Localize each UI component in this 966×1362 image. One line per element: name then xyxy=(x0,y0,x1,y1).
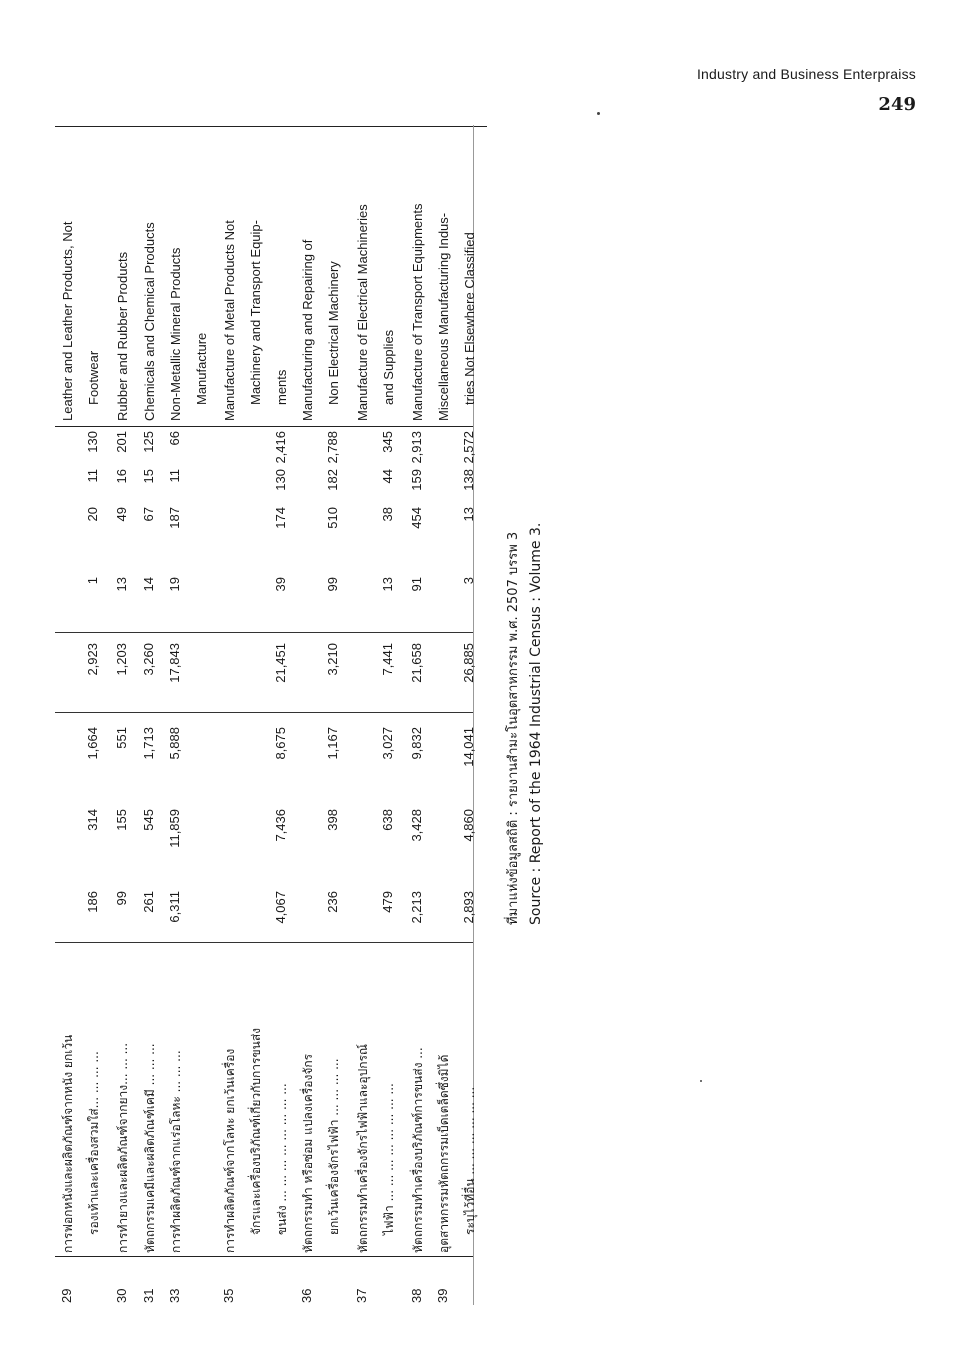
value-cell: 638 xyxy=(380,809,395,831)
thai-line: การทำผลิตภัณฑ์จากโลหะ ยกเว้นเครื่อง xyxy=(223,1048,237,1253)
value-cell: 15 xyxy=(141,469,156,484)
value-cell: 2,416 xyxy=(273,431,288,464)
value-cell: 510 xyxy=(325,507,340,529)
value-cell: 1,664 xyxy=(85,727,100,760)
value-cell: 20 xyxy=(85,507,100,522)
value-cell: 3,260 xyxy=(141,643,156,676)
value-cell: 201 xyxy=(114,431,129,453)
value-cell: 44 xyxy=(380,469,395,484)
industry-name-thai xyxy=(110,953,136,1253)
value-cell: 21,658 xyxy=(409,643,424,683)
value-cell: 2,923 xyxy=(85,643,100,676)
table-rule-vertical xyxy=(55,426,473,427)
value-cell: 38 xyxy=(380,507,395,522)
thai-line: หัตถกรรมทำเครื่องบริภัณฑ์การขนส่ง ... xyxy=(411,1047,425,1253)
value-cell: 3,027 xyxy=(380,727,395,760)
value-cell: 551 xyxy=(114,727,129,749)
running-header: Industry and Business Enterpraiss xyxy=(696,66,916,82)
thai-line: การทำผลิตภัณฑ์จากแร่อโลหะ ... ... ... xyxy=(169,1050,183,1253)
value-cell: 3,210 xyxy=(325,643,340,676)
rotated-table-block xyxy=(55,125,544,1305)
thai-line: การฟอกหนังและผลิตภัณฑ์จากหนัง ยกเว้น xyxy=(61,1034,75,1253)
english-line: Leather and Leather Products, Not xyxy=(60,221,75,421)
value-cell: 99 xyxy=(114,891,129,906)
english-line: Machinery and Transport Equip- xyxy=(248,220,263,405)
value-cell: 6,311 xyxy=(167,891,182,923)
page-speck xyxy=(597,112,600,115)
value-cell: 14,041 xyxy=(461,727,476,767)
value-cell: 99 xyxy=(325,577,340,592)
value-cell: 11,859 xyxy=(167,809,182,848)
value-cell: 49 xyxy=(114,507,129,522)
industry-name-thai xyxy=(163,953,189,1253)
english-line: Manufacture of Electrical Machineries xyxy=(355,204,370,421)
value-cell: 1,203 xyxy=(114,643,129,676)
thai-line: จักรและเครื่องบริภัณฑ์เกี่ยวกับการขนส่ง xyxy=(249,1027,263,1235)
value-cell: 2,893 xyxy=(461,891,476,924)
thai-line: ยกเว้นเครื่องจักรไฟฟ้า ... ... ... ... xyxy=(327,1058,341,1235)
value-cell: 66 xyxy=(167,431,182,446)
value-cell: 11 xyxy=(85,469,100,483)
value-cell: 545 xyxy=(141,809,156,831)
industry-name-thai xyxy=(405,953,431,1253)
thai-line: ระบุไว้ที่อื่น ... ... ... ... ... ... xyxy=(463,1086,477,1235)
thai-line: อุตสาหกรรมหัตถกรรมเบ็ดเตล็ดซึ่งมิได้ xyxy=(437,1054,451,1253)
value-cell: 236 xyxy=(325,891,340,913)
value-cell: 1,167 xyxy=(325,727,340,760)
value-cell: 314 xyxy=(85,809,100,831)
value-cell: 13 xyxy=(461,507,476,522)
english-line: Manufacture xyxy=(194,332,209,405)
industry-name-english xyxy=(431,125,483,425)
thai-line: หัตถกรรมทำ หรือซ่อม แปลงเครื่องจักร xyxy=(301,1053,315,1253)
value-cell: 4,067 xyxy=(273,891,288,924)
value-cell: 2,572 xyxy=(461,431,476,464)
value-cell: 261 xyxy=(141,891,156,913)
value-cell: 2,913 xyxy=(409,431,424,464)
value-cell: 3 xyxy=(461,577,476,585)
source-english: Source : Report of the 1964 Industrial Census : Volume 3. xyxy=(528,522,544,925)
thai-line: หัตถกรรมเคมีและผลิตภัณฑ์เคมี ... ... ... xyxy=(143,1043,157,1253)
industry-name-thai xyxy=(350,953,402,1253)
value-cell: 138 xyxy=(461,469,476,491)
industry-code: 30 xyxy=(114,1288,129,1303)
value-cell: 187 xyxy=(167,507,182,529)
value-cell: 454 xyxy=(409,507,424,529)
industry-name-thai xyxy=(295,953,347,1253)
value-cell: 159 xyxy=(409,469,424,491)
value-cell: 17,843 xyxy=(167,643,182,683)
industry-code: 31 xyxy=(141,1288,156,1303)
english-line: ments xyxy=(274,369,289,405)
industry-name-thai xyxy=(55,953,107,1253)
industry-name-thai xyxy=(431,953,483,1253)
industry-code: 35 xyxy=(221,1288,236,1303)
value-cell: 174 xyxy=(273,507,288,529)
value-cell: 2,213 xyxy=(409,891,424,924)
value-cell: 14 xyxy=(141,577,156,592)
value-cell: 7,436 xyxy=(273,809,288,842)
value-cell: 4,860 xyxy=(461,809,476,842)
value-cell: 125 xyxy=(141,431,156,453)
industry-name-english xyxy=(405,125,431,425)
thai-line: รองเท้าและเครื่องสวมใส่... ... ... ... xyxy=(87,1051,101,1235)
industry-table xyxy=(55,125,490,1305)
value-cell: 182 xyxy=(325,469,340,491)
english-line: Non Electrical Machinery xyxy=(326,261,341,405)
english-line: Chemicals and Chemical Products xyxy=(142,222,157,421)
value-cell: 39 xyxy=(273,577,288,592)
thai-line: การทำยางและผลิตภัณฑ์จากยาง... ... ... xyxy=(116,1042,130,1253)
industry-code: 37 xyxy=(354,1288,369,1303)
industry-name-thai xyxy=(217,953,295,1253)
value-cell: 345 xyxy=(380,431,395,453)
value-cell: 67 xyxy=(141,507,156,522)
value-cell: 11 xyxy=(167,469,182,483)
page-number: 249 xyxy=(878,94,916,115)
english-line: Manufacturing and Repairing of xyxy=(300,239,315,421)
industry-code: 39 xyxy=(435,1288,450,1303)
value-cell: 13 xyxy=(380,577,395,592)
table-rule-vertical xyxy=(55,712,473,713)
english-line: Footwear xyxy=(86,350,101,405)
thai-line: ขนส่ง ... ... ... ... ... ... ... ... xyxy=(275,1083,289,1235)
table-rule-vertical xyxy=(55,1256,473,1257)
value-cell: 3,428 xyxy=(409,809,424,842)
source-thai: ที่มาแห่งข้อมูลสถิติ : รายงานสำมะโนอุตสาหกรรม พ.ศ. 2507 บรรพ 3 xyxy=(506,531,521,925)
value-cell: 130 xyxy=(85,431,100,453)
industry-name-english xyxy=(350,125,402,425)
industry-name-english xyxy=(110,125,136,425)
value-cell: 91 xyxy=(409,577,424,592)
industry-name-thai xyxy=(137,953,163,1253)
english-line: and Supplies xyxy=(381,329,396,405)
industry-name-english xyxy=(137,125,163,425)
table-rule-vertical xyxy=(55,632,473,633)
industry-code: 36 xyxy=(299,1288,314,1303)
value-cell: 186 xyxy=(85,891,100,913)
english-line: Manufacture of Transport Equipments xyxy=(410,203,425,421)
industry-name-english xyxy=(295,125,347,425)
thai-line: ไฟฟ้า ... ... ... ... ... ... ... ... xyxy=(382,1083,396,1235)
value-cell: 16 xyxy=(114,469,129,484)
industry-name-english xyxy=(217,125,295,425)
value-cell: 26,885 xyxy=(461,643,476,683)
english-line: Non-Metallic Mineral Products xyxy=(168,247,183,421)
value-cell: 130 xyxy=(273,469,288,491)
value-cell: 19 xyxy=(167,577,182,592)
industry-code: 38 xyxy=(409,1288,424,1303)
value-cell: 1,713 xyxy=(141,727,156,760)
value-cell: 2,788 xyxy=(325,431,340,464)
english-line: Manufacture of Metal Products Not xyxy=(222,220,237,421)
industry-name-english xyxy=(55,125,107,425)
english-line: Miscellaneous Manufacturing Indus- xyxy=(436,212,451,421)
value-cell: 398 xyxy=(325,809,340,831)
value-cell: 13 xyxy=(114,577,129,592)
thai-line: หัตถกรรมทำเครื่องจักรไฟฟ้าและอุปกรณ์ xyxy=(356,1043,370,1253)
value-cell: 9,832 xyxy=(409,727,424,760)
value-cell: 479 xyxy=(380,891,395,913)
english-line: Rubber and Rubber Products xyxy=(115,251,130,421)
industry-code: 29 xyxy=(59,1288,74,1303)
value-cell: 8,675 xyxy=(273,727,288,760)
english-line: tries Not Elsewhere Classified xyxy=(462,232,477,405)
table-source-note xyxy=(503,165,547,925)
value-cell: 5,888 xyxy=(167,727,182,760)
page-speck xyxy=(700,1080,702,1082)
industry-code: 33 xyxy=(167,1288,182,1303)
industry-name-english xyxy=(163,125,215,425)
value-cell: 1 xyxy=(85,577,100,585)
value-cell: 21,451 xyxy=(273,643,288,683)
value-cell: 7,441 xyxy=(380,643,395,676)
value-cell: 155 xyxy=(114,809,129,831)
